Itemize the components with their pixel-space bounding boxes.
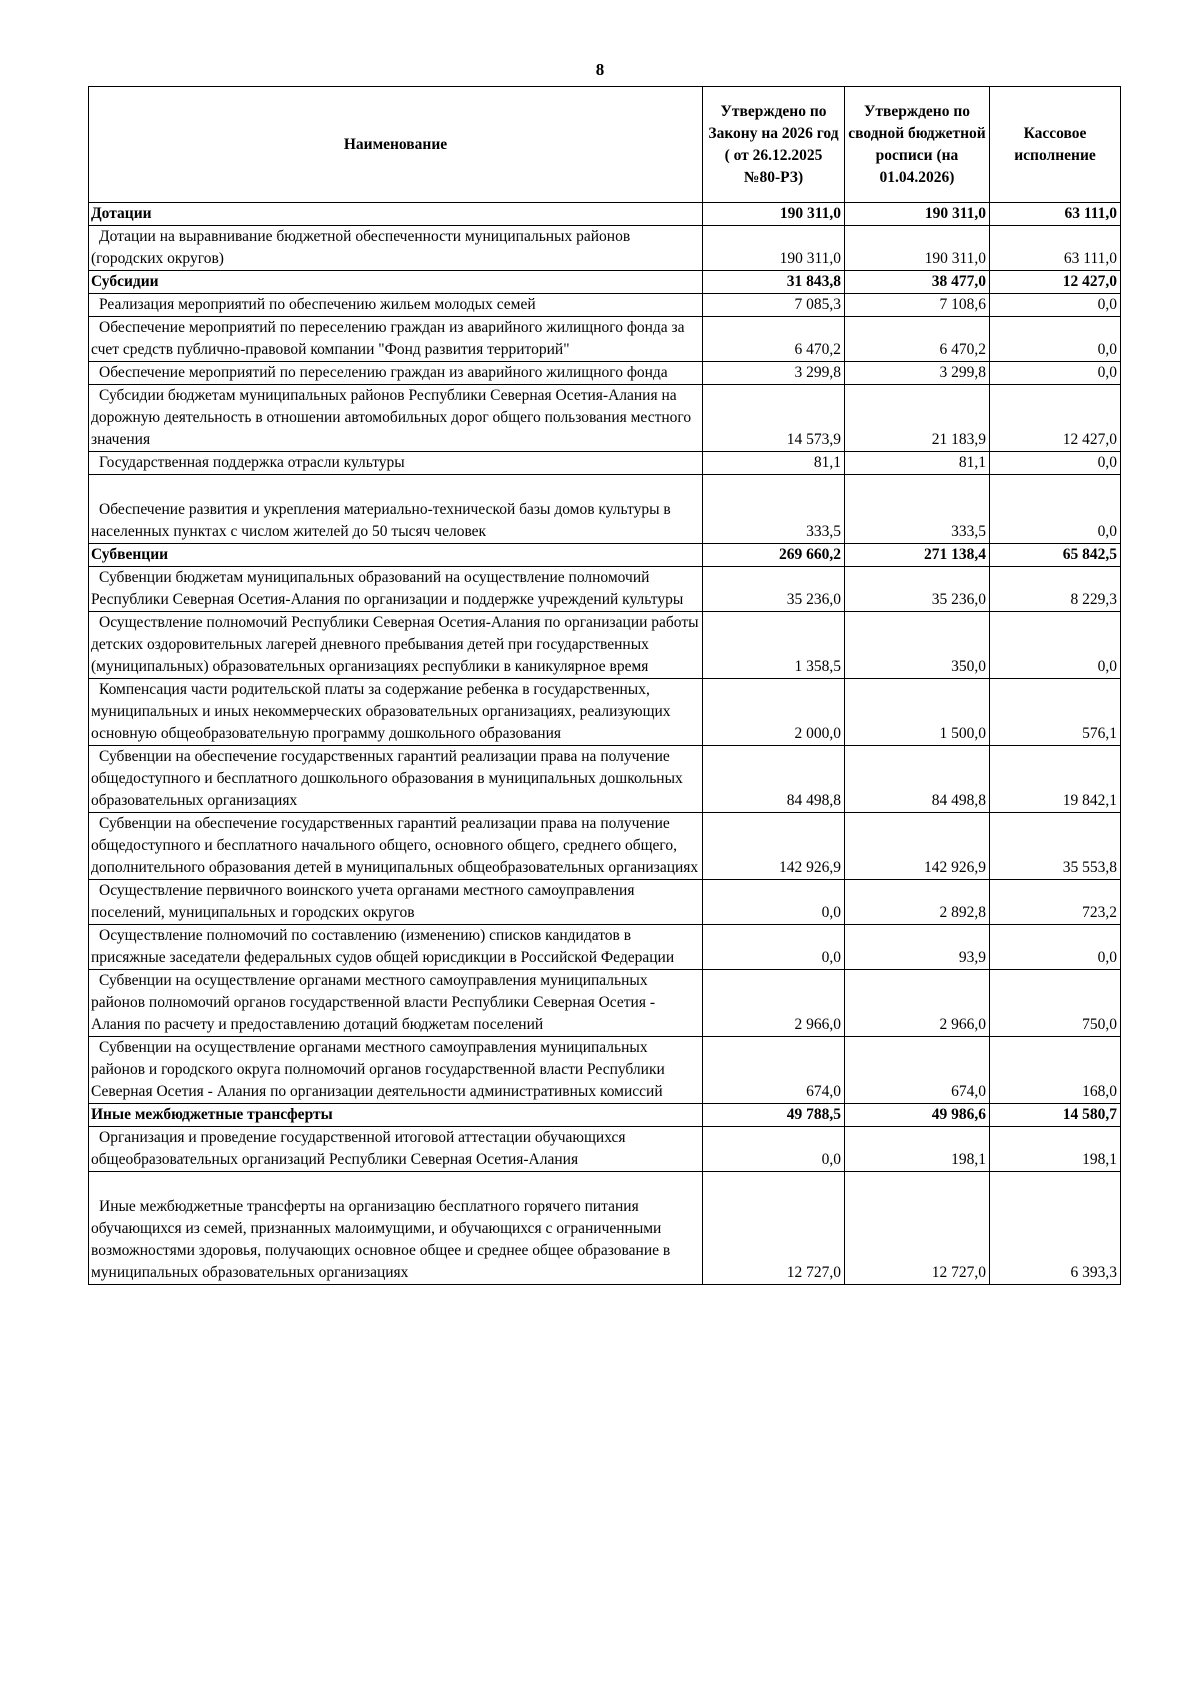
row-name: Субвенции (89, 544, 703, 567)
row-law-approved: 3 299,8 (703, 362, 845, 385)
row-law-approved: 0,0 (703, 880, 845, 925)
row-law-approved: 190 311,0 (703, 226, 845, 271)
row-budget-schedule: 6 470,2 (845, 317, 990, 362)
table-row-section (89, 544, 1121, 567)
row-budget-schedule: 190 311,0 (845, 203, 990, 226)
row-budget-schedule: 35 236,0 (845, 567, 990, 612)
row-name: Обеспечение мероприятий по переселению граждан из аварийного жилищного фонда за счет средств публично-правовой компании "Фонд развития территорий" (89, 317, 703, 362)
row-law-approved: 31 843,8 (703, 271, 845, 294)
row-name: Обеспечение мероприятий по переселению граждан из аварийного жилищного фонда (89, 362, 703, 385)
row-name: Реализация мероприятий по обеспечению жильем молодых семей (89, 294, 703, 317)
row-law-approved: 142 926,9 (703, 813, 845, 880)
table-row (89, 362, 1121, 385)
row-budget-schedule: 93,9 (845, 925, 990, 970)
row-law-approved: 7 085,3 (703, 294, 845, 317)
row-cash-execution: 35 553,8 (990, 813, 1121, 880)
table-row (89, 475, 1121, 544)
row-budget-schedule: 198,1 (845, 1127, 990, 1172)
row-law-approved: 81,1 (703, 452, 845, 475)
row-budget-schedule: 333,5 (845, 475, 990, 544)
row-law-approved: 1 358,5 (703, 612, 845, 679)
row-budget-schedule: 12 727,0 (845, 1172, 990, 1285)
row-law-approved: 190 311,0 (703, 203, 845, 226)
row-name: Дотации (89, 203, 703, 226)
row-law-approved: 84 498,8 (703, 746, 845, 813)
row-cash-execution: 12 427,0 (990, 271, 1121, 294)
row-name: Осуществление полномочий Республики Северная Осетия-Алания по организации работы детских оздоровительных лагерей дневного пребывания детей при государственных (муниципальных) образовательных организациях республики в каникулярное время (89, 612, 703, 679)
row-name: Субвенции на обеспечение государственных гарантий реализации права на получение общедоступного и бесплатного дошкольного образования в муниципальных дошкольных образовательных организациях (89, 746, 703, 813)
row-cash-execution: 19 842,1 (990, 746, 1121, 813)
table-row (89, 1127, 1121, 1172)
row-name: Иные межбюджетные трансферты на организацию бесплатного горячего питания обучающихся из семей, признанных малоимущими, и обучающихся с ограниченными возможностями здоровья, получающих основное общее и среднее общее образование в муниципальных образовательных организациях (89, 1172, 703, 1285)
row-budget-schedule: 190 311,0 (845, 226, 990, 271)
row-law-approved: 12 727,0 (703, 1172, 845, 1285)
row-cash-execution: 168,0 (990, 1037, 1121, 1104)
row-cash-execution: 750,0 (990, 970, 1121, 1037)
budget-table (88, 86, 1121, 1285)
row-law-approved: 674,0 (703, 1037, 845, 1104)
row-cash-execution: 12 427,0 (990, 385, 1121, 452)
table-row (89, 813, 1121, 880)
table-row (89, 452, 1121, 475)
row-law-approved: 0,0 (703, 1127, 845, 1172)
row-name: Осуществление полномочий по составлению (изменению) списков кандидатов в присяжные заседатели федеральных судов общей юрисдикции в Российской Федерации (89, 925, 703, 970)
row-cash-execution: 65 842,5 (990, 544, 1121, 567)
row-cash-execution: 6 393,3 (990, 1172, 1121, 1285)
row-budget-schedule: 142 926,9 (845, 813, 990, 880)
row-law-approved: 333,5 (703, 475, 845, 544)
header-budget-schedule: Утверждено по сводной бюджетной росписи (на 01.04.2026) (845, 87, 990, 203)
row-name: Дотации на выравнивание бюджетной обеспеченности муниципальных районов (городских округов) (89, 226, 703, 271)
header-cash-execution: Кассовое исполнение (990, 87, 1121, 203)
table-row (89, 1037, 1121, 1104)
row-cash-execution: 14 580,7 (990, 1104, 1121, 1127)
table-row (89, 226, 1121, 271)
table-row (89, 925, 1121, 970)
table-row (89, 317, 1121, 362)
row-cash-execution: 576,1 (990, 679, 1121, 746)
row-cash-execution: 63 111,0 (990, 226, 1121, 271)
row-cash-execution: 198,1 (990, 1127, 1121, 1172)
row-budget-schedule: 1 500,0 (845, 679, 990, 746)
row-budget-schedule: 7 108,6 (845, 294, 990, 317)
row-budget-schedule: 674,0 (845, 1037, 990, 1104)
row-name: Иные межбюджетные трансферты (89, 1104, 703, 1127)
table-row-section (89, 271, 1121, 294)
table-row-section (89, 1104, 1121, 1127)
row-cash-execution: 723,2 (990, 880, 1121, 925)
table-row (89, 880, 1121, 925)
table-row (89, 679, 1121, 746)
row-law-approved: 269 660,2 (703, 544, 845, 567)
row-law-approved: 0,0 (703, 925, 845, 970)
row-cash-execution: 0,0 (990, 452, 1121, 475)
row-law-approved: 6 470,2 (703, 317, 845, 362)
row-law-approved: 35 236,0 (703, 567, 845, 612)
row-law-approved: 2 966,0 (703, 970, 845, 1037)
row-name: Субвенции на осуществление органами местного самоуправления муниципальных районов и городского округа полномочий органов государственной власти Республики Северная Осетия - Алания по организации деятельности административных комиссий (89, 1037, 703, 1104)
row-name: Организация и проведение государственной итоговой аттестации обучающихся общеобразовательных организаций Республики Северная Осетия-Алания (89, 1127, 703, 1172)
header-law-approved: Утверждено по Закону на 2026 год ( от 26.12.2025 №80-РЗ) (703, 87, 845, 203)
table-row (89, 970, 1121, 1037)
table-row (89, 1172, 1121, 1285)
row-budget-schedule: 350,0 (845, 612, 990, 679)
row-budget-schedule: 2 892,8 (845, 880, 990, 925)
row-budget-schedule: 2 966,0 (845, 970, 990, 1037)
row-name: Субсидии (89, 271, 703, 294)
table-row (89, 567, 1121, 612)
row-cash-execution: 0,0 (990, 362, 1121, 385)
row-budget-schedule: 3 299,8 (845, 362, 990, 385)
row-name: Субвенции бюджетам муниципальных образований на осуществление полномочий Республики Северная Осетия-Алания по организации и поддержке учреждений культуры (89, 567, 703, 612)
row-law-approved: 2 000,0 (703, 679, 845, 746)
row-cash-execution: 0,0 (990, 317, 1121, 362)
table-header-row (89, 87, 1121, 203)
row-name: Компенсация части родительской платы за содержание ребенка в государственных, муниципальных и иных некоммерческих образовательных организациях, реализующих основную общеобразовательную программу дошкольного образования (89, 679, 703, 746)
header-name: Наименование (89, 87, 703, 203)
row-name: Обеспечение развития и укрепления материально-технической базы домов культуры в населенных пунктах с числом жителей до 50 тысяч человек (89, 475, 703, 544)
row-name: Осуществление первичного воинского учета органами местного самоуправления поселений, муниципальных и городских округов (89, 880, 703, 925)
row-budget-schedule: 81,1 (845, 452, 990, 475)
row-cash-execution: 0,0 (990, 475, 1121, 544)
row-name: Государственная поддержка отрасли культуры (89, 452, 703, 475)
row-name: Субвенции на обеспечение государственных гарантий реализации права на получение общедоступного и бесплатного начального общего, основного общего, среднего общего, дополнительного образования детей в муниципальных общеобразовательных организациях (89, 813, 703, 880)
row-cash-execution: 0,0 (990, 294, 1121, 317)
row-budget-schedule: 49 986,6 (845, 1104, 990, 1127)
row-law-approved: 49 788,5 (703, 1104, 845, 1127)
row-cash-execution: 63 111,0 (990, 203, 1121, 226)
row-cash-execution: 8 229,3 (990, 567, 1121, 612)
table-row (89, 385, 1121, 452)
table-row-section (89, 203, 1121, 226)
row-name: Субсидии бюджетам муниципальных районов Республики Северная Осетия-Алания на дорожную деятельность в отношении автомобильных дорог общего пользования местного значения (89, 385, 703, 452)
row-name: Субвенции на осуществление органами местного самоуправления муниципальных районов полномочий органов государственной власти Республики Северная Осетия - Алания по расчету и предоставлению дотаций бюджетам поселений (89, 970, 703, 1037)
table-row (89, 612, 1121, 679)
row-cash-execution: 0,0 (990, 612, 1121, 679)
row-budget-schedule: 38 477,0 (845, 271, 990, 294)
row-cash-execution: 0,0 (990, 925, 1121, 970)
row-law-approved: 14 573,9 (703, 385, 845, 452)
row-budget-schedule: 84 498,8 (845, 746, 990, 813)
row-budget-schedule: 271 138,4 (845, 544, 990, 567)
table-row (89, 746, 1121, 813)
page-number: 8 (595, 60, 605, 79)
table-row (89, 294, 1121, 317)
table-body (89, 203, 1121, 1285)
row-budget-schedule: 21 183,9 (845, 385, 990, 452)
